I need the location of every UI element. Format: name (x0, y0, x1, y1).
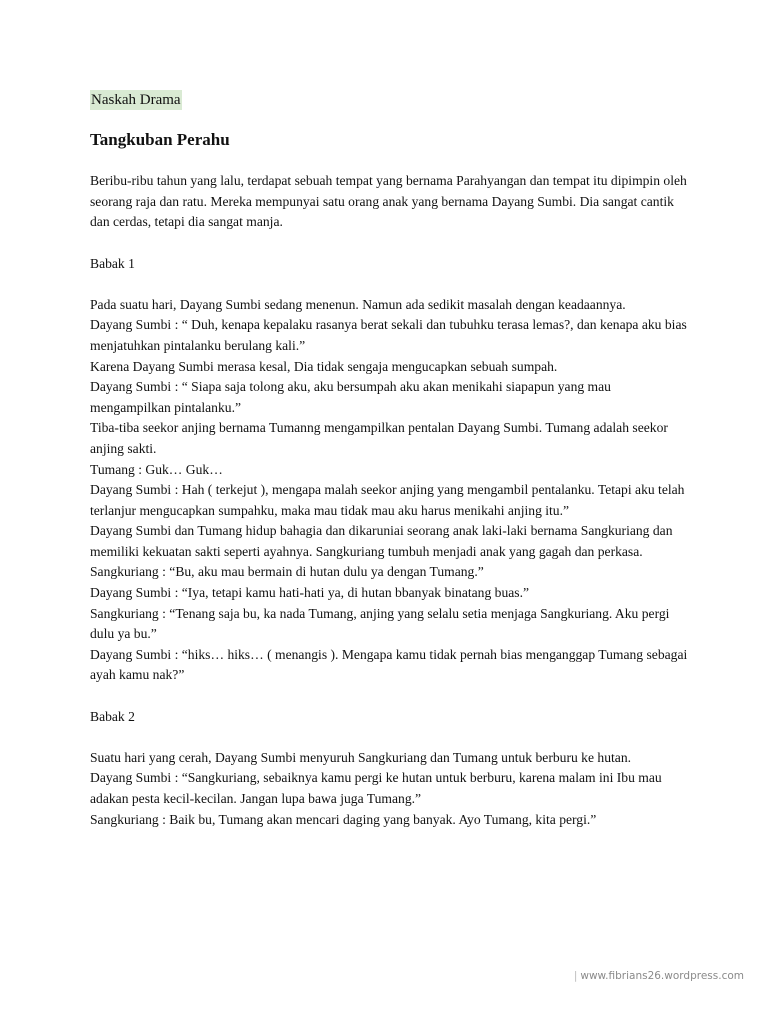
footer-separator: | (573, 970, 578, 982)
script-line: Karena Dayang Sumbi merasa kesal, Dia tidak sengaja mengucapkan sebuah sumpah. (90, 358, 558, 374)
script-line: Sangkuriang : “Tenang saja bu, ka nada Tumang, anjing yang selalu setia menjaga Sangkuriang. Aku pergi dulu ya bu.” (90, 605, 670, 642)
document-title: Tangkuban Perahu (90, 129, 230, 149)
script-line: Dayang Sumbi : “hiks… hiks… ( menangis ). Mengapa kamu tidak pernah bias menganggap Tumang sebagai ayah kamu nak?” (90, 646, 688, 683)
script-line: Dayang Sumbi : Hah ( terkejut ), mengapa malah seekor anjing yang mengambil pentalanku. Tetapi aku telah terlanjur mengucapkan sumpahku, maka mau tidak mau aku harus menikahi anjing itu.” (90, 482, 685, 518)
script-line: Sangkuriang : “Bu, aku mau bermain di hutan dulu ya dengan Tumang.” (90, 564, 484, 580)
script-line: Pada suatu hari, Dayang Sumbi sedang menenun. Namun ada sedikit masalah dengan keadaannya. (90, 296, 626, 312)
script-line: Dayang Sumbi : “Iya, tetapi kamu hati-hati ya, di hutan bbanyak binatang buas.” (90, 585, 530, 601)
footer-site-link[interactable]: www.fibrians26.wordpress.com (580, 970, 744, 982)
document-label: Naskah Drama (91, 92, 181, 108)
script-line: Sangkuriang : Baik bu, Tumang akan mencari daging yang banyak. Ayo Tumang, kita pergi.” (90, 811, 597, 827)
footer-watermark (574, 970, 744, 982)
script-line: Dayang Sumbi : “ Duh, kenapa kepalaku rasanya berat sekali dan tubuhku terasa lemas?, dan kenapa aku bias menjatuhkan pintalanku berulang kali.” (90, 317, 687, 353)
script-line: Dayang Sumbi : “Sangkuriang, sebaiknya kamu pergi ke hutan untuk berburu, karena malam ini Ibu mau adakan pesta kecil-kecilan. Jangan lupa bawa juga Tumang.” (90, 770, 662, 806)
intro-paragraph: Beribu-ribu tahun yang lalu, terdapat sebuah tempat yang bernama Parahyangan dan tempat itu dipimpin oleh seorang raja dan ratu. Mereka mempunyai satu orang anak yang bernama Dayang Sumbi. Dia sangat cantik dan cerdas, tetapi dia sangat manja. (90, 173, 687, 230)
script-line: Dayang Sumbi : “ Siapa saja tolong aku, aku bersumpah aku akan menikahi siapapun yang mau mengampilkan pintalanku.” (90, 379, 611, 415)
script-line: Dayang Sumbi dan Tumang hidup bahagia dan dikaruniai seorang anak laki-laki bernama Sangkuriang dan memiliki kekuatan sakti seperti ayahnya. Sangkuriang tumbuh menjadi anak yang gagah dan perkasa. (90, 523, 673, 559)
script-line: Suatu hari yang cerah, Dayang Sumbi menyuruh Sangkuriang dan Tumang untuk berburu ke hutan. (90, 749, 632, 765)
document-body (90, 90, 690, 830)
act2-lines (90, 748, 690, 830)
act2-heading: Babak 2 (90, 708, 135, 724)
script-line: Tiba-tiba seekor anjing bernama Tumanng mengampilkan pentalan Dayang Sumbi. Tumang adalah seekor anjing sakti. (90, 420, 668, 456)
script-line: Tumang : Guk… Guk… (90, 461, 223, 477)
act1-heading: Babak 1 (90, 255, 135, 271)
act1-lines (90, 295, 690, 686)
